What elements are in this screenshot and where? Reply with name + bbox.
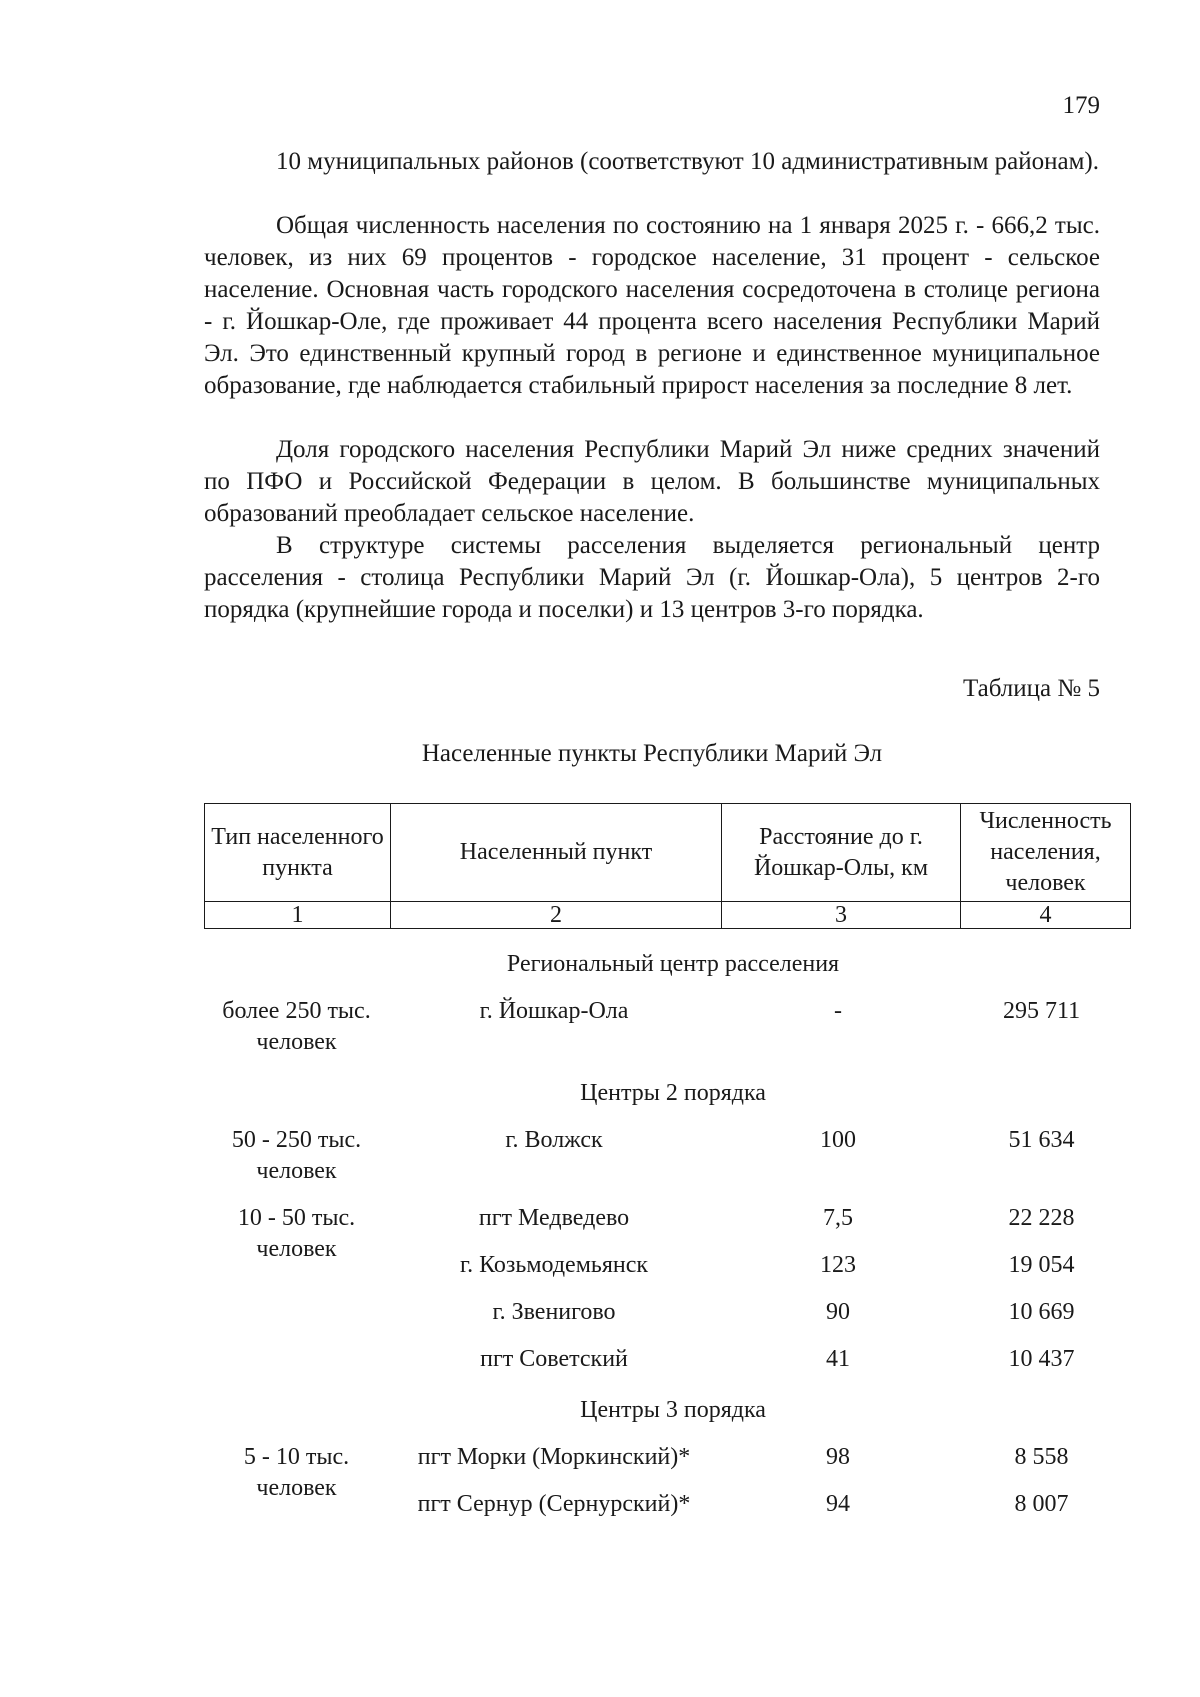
settlement-distance: 41 (826, 1346, 850, 1372)
settlement-type: 5 - 10 тыс. человек (243, 1444, 350, 1501)
settlement-distance: 123 (820, 1252, 856, 1278)
paragraph-2: Общая численность населения по состоянию на 1 января 2025 г. - 666,2 тыс. человек, из них 69 процентов - городское население, 31 процент - сельское население. Основная часть городского населения сосредоточена в столице региона - г. Йошкар-Оле, где проживает 44 процента всего населения Республики Марий Эл. Это единственный крупный город в регионе и единственное муниципальное образование, где наблюдается стабильный прирост населения за последние 8 лет. (204, 212, 1100, 399)
table-body (204, 929, 1126, 1520)
table-label: Таблица № 5 (962, 675, 1100, 702)
settlements-table (204, 803, 1126, 1520)
page-number: 179 (1062, 92, 1100, 119)
settlement-population: 8 558 (1014, 1444, 1069, 1470)
settlement-name: г. Волжск (505, 1127, 603, 1153)
table-row (204, 1109, 1126, 1187)
settlement-name: г. Йошкар-Ола (479, 998, 629, 1024)
settlement-type: более 250 тыс. человек (222, 998, 371, 1055)
settlement-population: 8 007 (1014, 1491, 1069, 1517)
settlement-distance: 94 (826, 1491, 850, 1517)
section-title: Региональный центр расселения (506, 951, 840, 977)
header-distance: Расстояние до г. Йошкар-Олы, км (722, 804, 961, 902)
column-number: 1 (205, 902, 391, 929)
settlement-population: 10 669 (1008, 1299, 1075, 1325)
settlement-population: 51 634 (1008, 1127, 1075, 1153)
settlement-type: 50 - 250 тыс. человек (231, 1127, 362, 1184)
settlement-distance: - (834, 998, 842, 1024)
paragraph-4: В структуре системы расселения выделяется региональный центр расселения - столица Республики Марий Эл (г. Йошкар-Ола), 5 центров 2-го порядка (крупнейшие города и поселки) и 13 центров 3-го порядка. (204, 532, 1100, 623)
settlement-population: 10 437 (1008, 1346, 1075, 1372)
section-title: Центры 3 порядка (580, 1397, 766, 1423)
settlement-name: пгт Медведево (478, 1205, 630, 1231)
table-row (204, 1426, 1126, 1473)
settlement-population: 22 228 (1008, 1205, 1075, 1231)
column-number: 4 (961, 902, 1131, 929)
settlement-name: пгт Морки (Моркинский)* (417, 1444, 691, 1470)
paragraph-1: 10 муниципальных районов (соответствуют 10 административным районам). (276, 148, 1099, 175)
header-population: Численность населения, человек (961, 804, 1131, 902)
column-number: 3 (722, 902, 961, 929)
settlement-distance: 90 (826, 1299, 850, 1325)
settlement-distance: 98 (826, 1444, 850, 1470)
settlement-distance: 7,5 (823, 1205, 853, 1231)
settlement-name: пгт Советский (480, 1346, 628, 1372)
header-type: Тип населенного пункта (205, 804, 391, 902)
section-title: Центры 2 порядка (580, 1080, 766, 1106)
settlement-population: 295 711 (1002, 998, 1081, 1024)
table-title: Населенные пункты Республики Марий Эл (421, 740, 883, 767)
settlement-name: пгт Сернур (Сернурский)* (417, 1491, 691, 1517)
paragraph-3: Доля городского населения Республики Марий Эл ниже средних значений по ПФО и Российской Федерации в целом. В большинстве муниципальных образований преобладает сельское население. (204, 436, 1100, 527)
settlement-population: 19 054 (1008, 1252, 1075, 1278)
settlement-distance: 100 (820, 1127, 856, 1153)
column-number: 2 (391, 902, 722, 929)
settlement-name: г. Звенигово (492, 1299, 616, 1325)
table-header (204, 803, 1131, 929)
settlement-name: г. Козьмодемьянск (459, 1252, 649, 1278)
table-row (204, 1187, 1126, 1234)
table-row (204, 980, 1126, 1058)
settlement-type: 10 - 50 тыс. человек (237, 1205, 356, 1262)
header-settlement: Населенный пункт (391, 804, 722, 902)
